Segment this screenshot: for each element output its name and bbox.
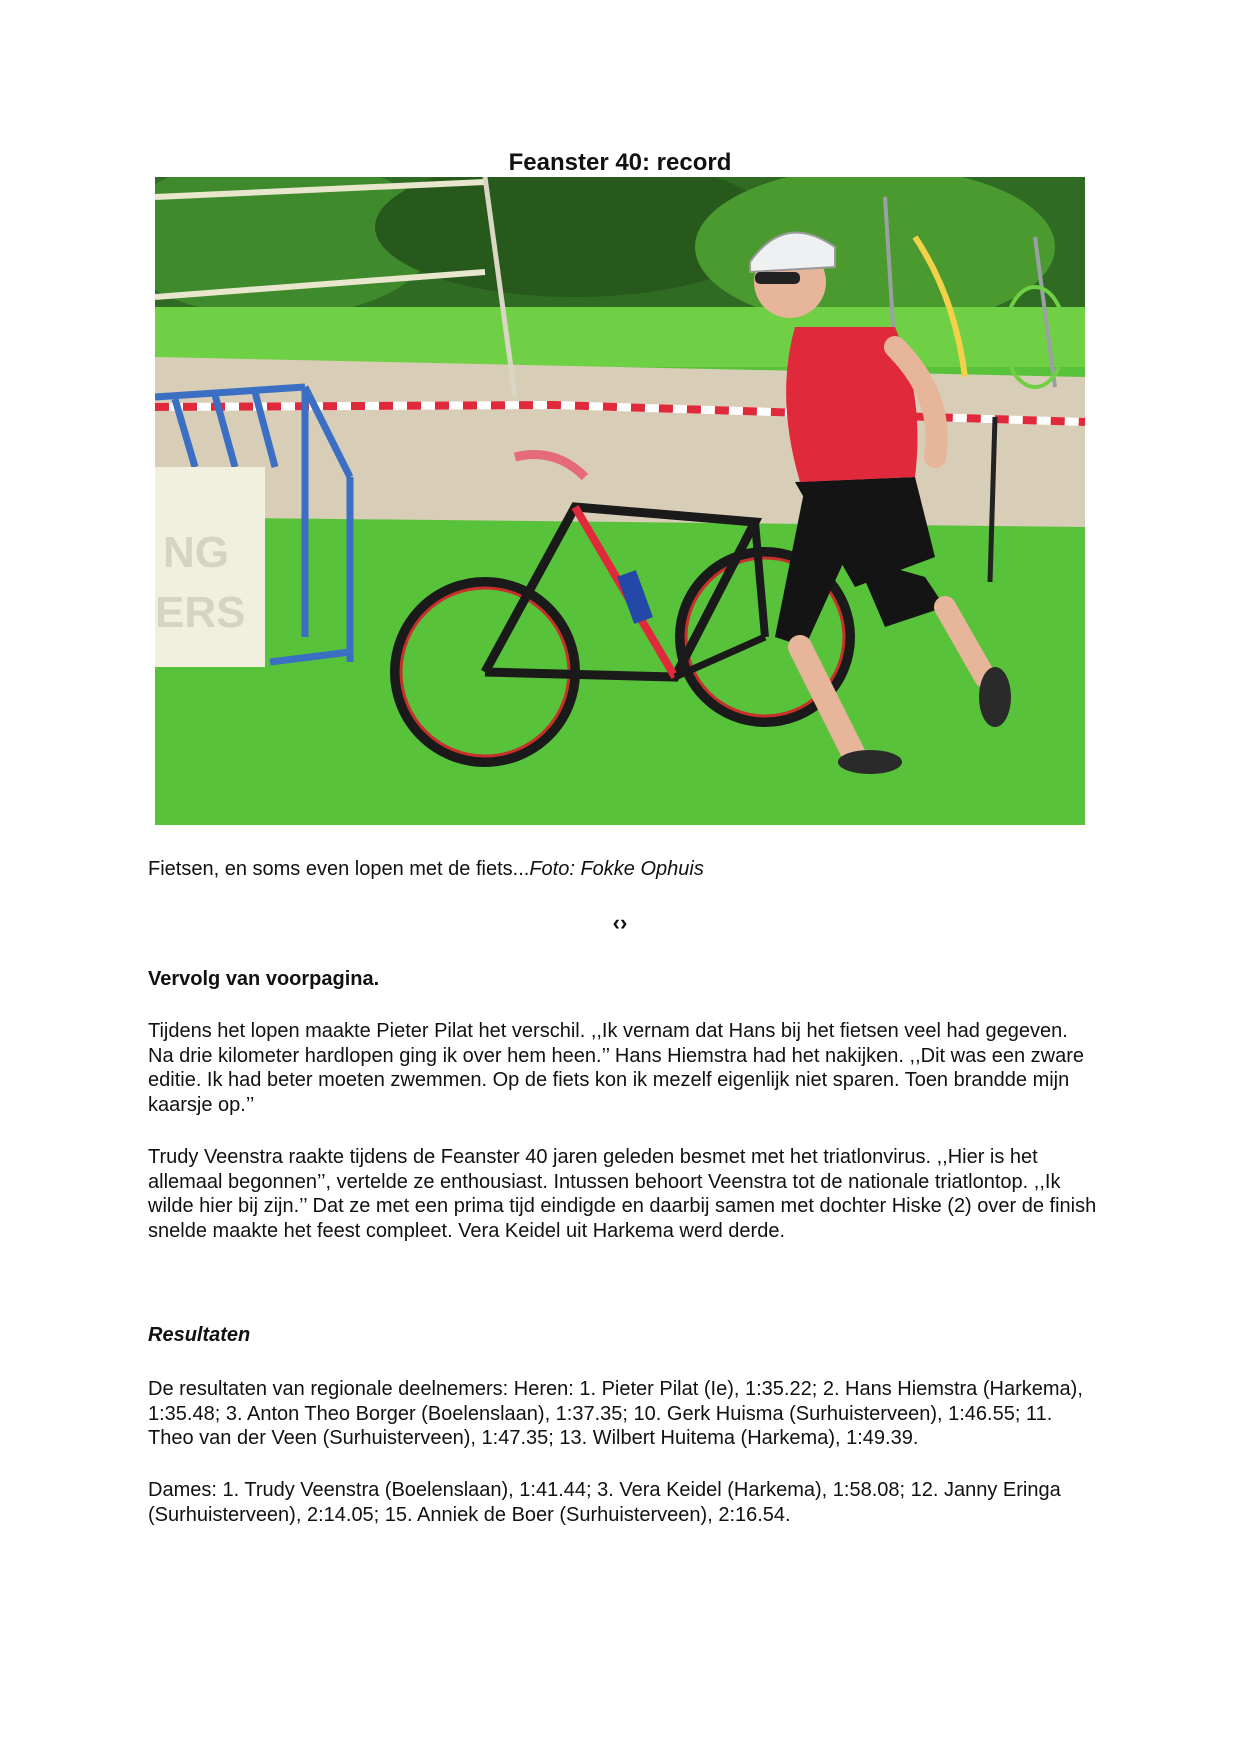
cyclist-photo-illustration xyxy=(155,177,1085,825)
article-paragraph: Tijdens het lopen maakte Pieter Pilat het verschil. ,,Ik vernam dat Hans bij het fietsen veel had gegeven. Na drie kilometer hardlopen ging ik over hem heen.’’ Hans Hiemstra had het nakijken. ,,Dit was een zware editie. Ik had beter moeten zwemmen. Op de fiets kon ik mezelf eigenlijk niet sparen. Toen brandde mijn kaarsje op.’’ xyxy=(148,1020,1085,1116)
results-heading: Resultaten xyxy=(148,1324,251,1346)
results-women-paragraph: Dames: 1. Trudy Veenstra (Boelenslaan), 1:41.44; 3. Vera Keidel (Harkema), 1:58.08; 12. Janny Eringa (Surhuisterveen), 2:14.05; 15. Anniek de Boer (Surhuisterveen), 2:16.54. xyxy=(148,1479,1061,1526)
section-separator: ‹› xyxy=(612,910,628,935)
continuation-heading: Vervolg van voorpagina. xyxy=(148,968,380,990)
photo-caption-text: Fietsen, en soms even lopen met de fiets... xyxy=(148,858,530,880)
article-photo xyxy=(155,177,1085,825)
photo-sign-text-top: NG xyxy=(163,528,229,577)
photo-grass xyxy=(155,517,1085,825)
photo-credit: Foto: Fokke Ophuis xyxy=(529,858,704,880)
results-men-paragraph: De resultaten van regionale deelnemers: Heren: 1. Pieter Pilat (Ie), 1:35.22; 2. Hans Hiemstra (Harkema), 1:35.48; 3. Anton Theo Borger (Boelenslaan), 1:37.35; 10. Gerk Huisma (Surhuisterveen), 1:46.55; 11. Theo van der Veen (Surhuisterveen), 1:47.35; 13. Wilbert Huitema (Harkema), 1:49.39. xyxy=(148,1378,1083,1449)
article-paragraph: Trudy Veenstra raakte tijdens de Feanster 40 jaren geleden besmet met het triatlonvirus. ,,Hier is het allemaal begonnen’’, vertelde ze enthousiast. Intussen behoort Veenstra tot de nationale triatlontop. ,,Ik wilde hier bij zijn.’’ Dat ze met een prima tijd eindigde en daarbij samen met dochter Hiske (2) over de finish snelde maakte het feest compleet. Vera Keidel uit Harkema werd derde. xyxy=(148,1146,1097,1242)
photo-caption xyxy=(148,857,704,881)
article-title: Feanster 40: record xyxy=(508,149,732,176)
photo-sign-text-bottom: ERS xyxy=(155,588,246,637)
